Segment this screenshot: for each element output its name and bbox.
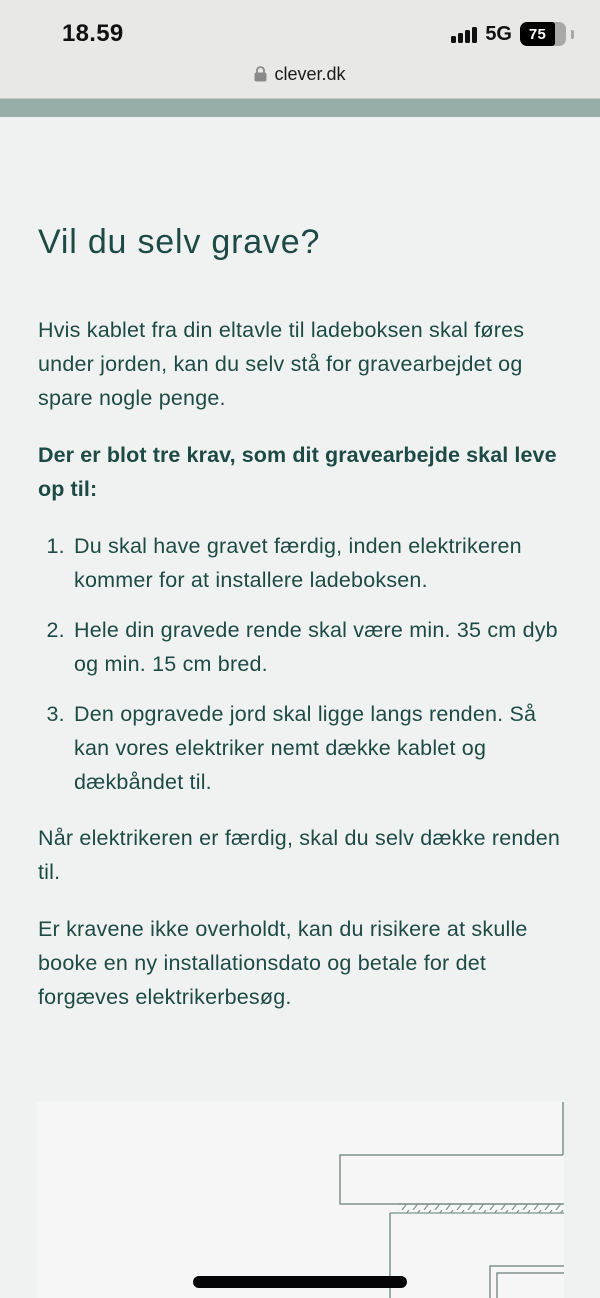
status-bar <box>0 0 600 58</box>
address-bar[interactable] <box>0 58 600 98</box>
browser-chrome <box>0 0 600 99</box>
network-type-label: 5G <box>485 22 512 45</box>
requirements-heading: Der er blot tre krav, som dit gravearbejde skal leve op til: <box>38 442 557 501</box>
list-item: 2. Hele din gravede rende skal være min. 35 cm dyb og min. 15 cm bred. <box>71 613 563 681</box>
after-list-paragraph: Når elektrikeren er færdig, skal du selv dække renden til. <box>38 825 561 884</box>
trench-diagram-drawing <box>37 1102 564 1298</box>
battery-percent: 75 <box>528 25 547 43</box>
clock: 18.59 <box>62 20 124 47</box>
intro-paragraph: Hvis kablet fra din eltavle til ladeboksen skal føres under jorden, kan du selv stå for gravearbejdet og spare nogle penge. <box>38 317 525 410</box>
list-item: 3. Den opgravede jord skal ligge langs renden. Så kan vores elektriker nemt dække kablet og dækbåndet til. <box>71 697 563 799</box>
lock-icon <box>254 66 267 82</box>
page-title: Vil du selv grave? <box>38 223 321 261</box>
warning-paragraph: Er kravene ikke overholdt, kan du risikere at skulle booke en ny installationsdato og betale for det forgæves elektrikerbesøg. <box>38 916 528 1009</box>
requirements-list <box>38 529 563 799</box>
status-icons <box>451 22 574 46</box>
trench-diagram-figure <box>37 1102 564 1298</box>
battery-icon <box>520 22 566 46</box>
site-accent-bar <box>0 99 600 117</box>
list-item: 1. Du skal have gravet færdig, inden elektrikeren kommer for at installere ladeboksen. <box>71 529 563 597</box>
article <box>0 117 600 1014</box>
url-domain: clever.dk <box>274 63 346 84</box>
home-indicator[interactable] <box>193 1276 407 1288</box>
battery-cap <box>571 30 574 39</box>
cellular-signal-icon <box>451 26 477 43</box>
